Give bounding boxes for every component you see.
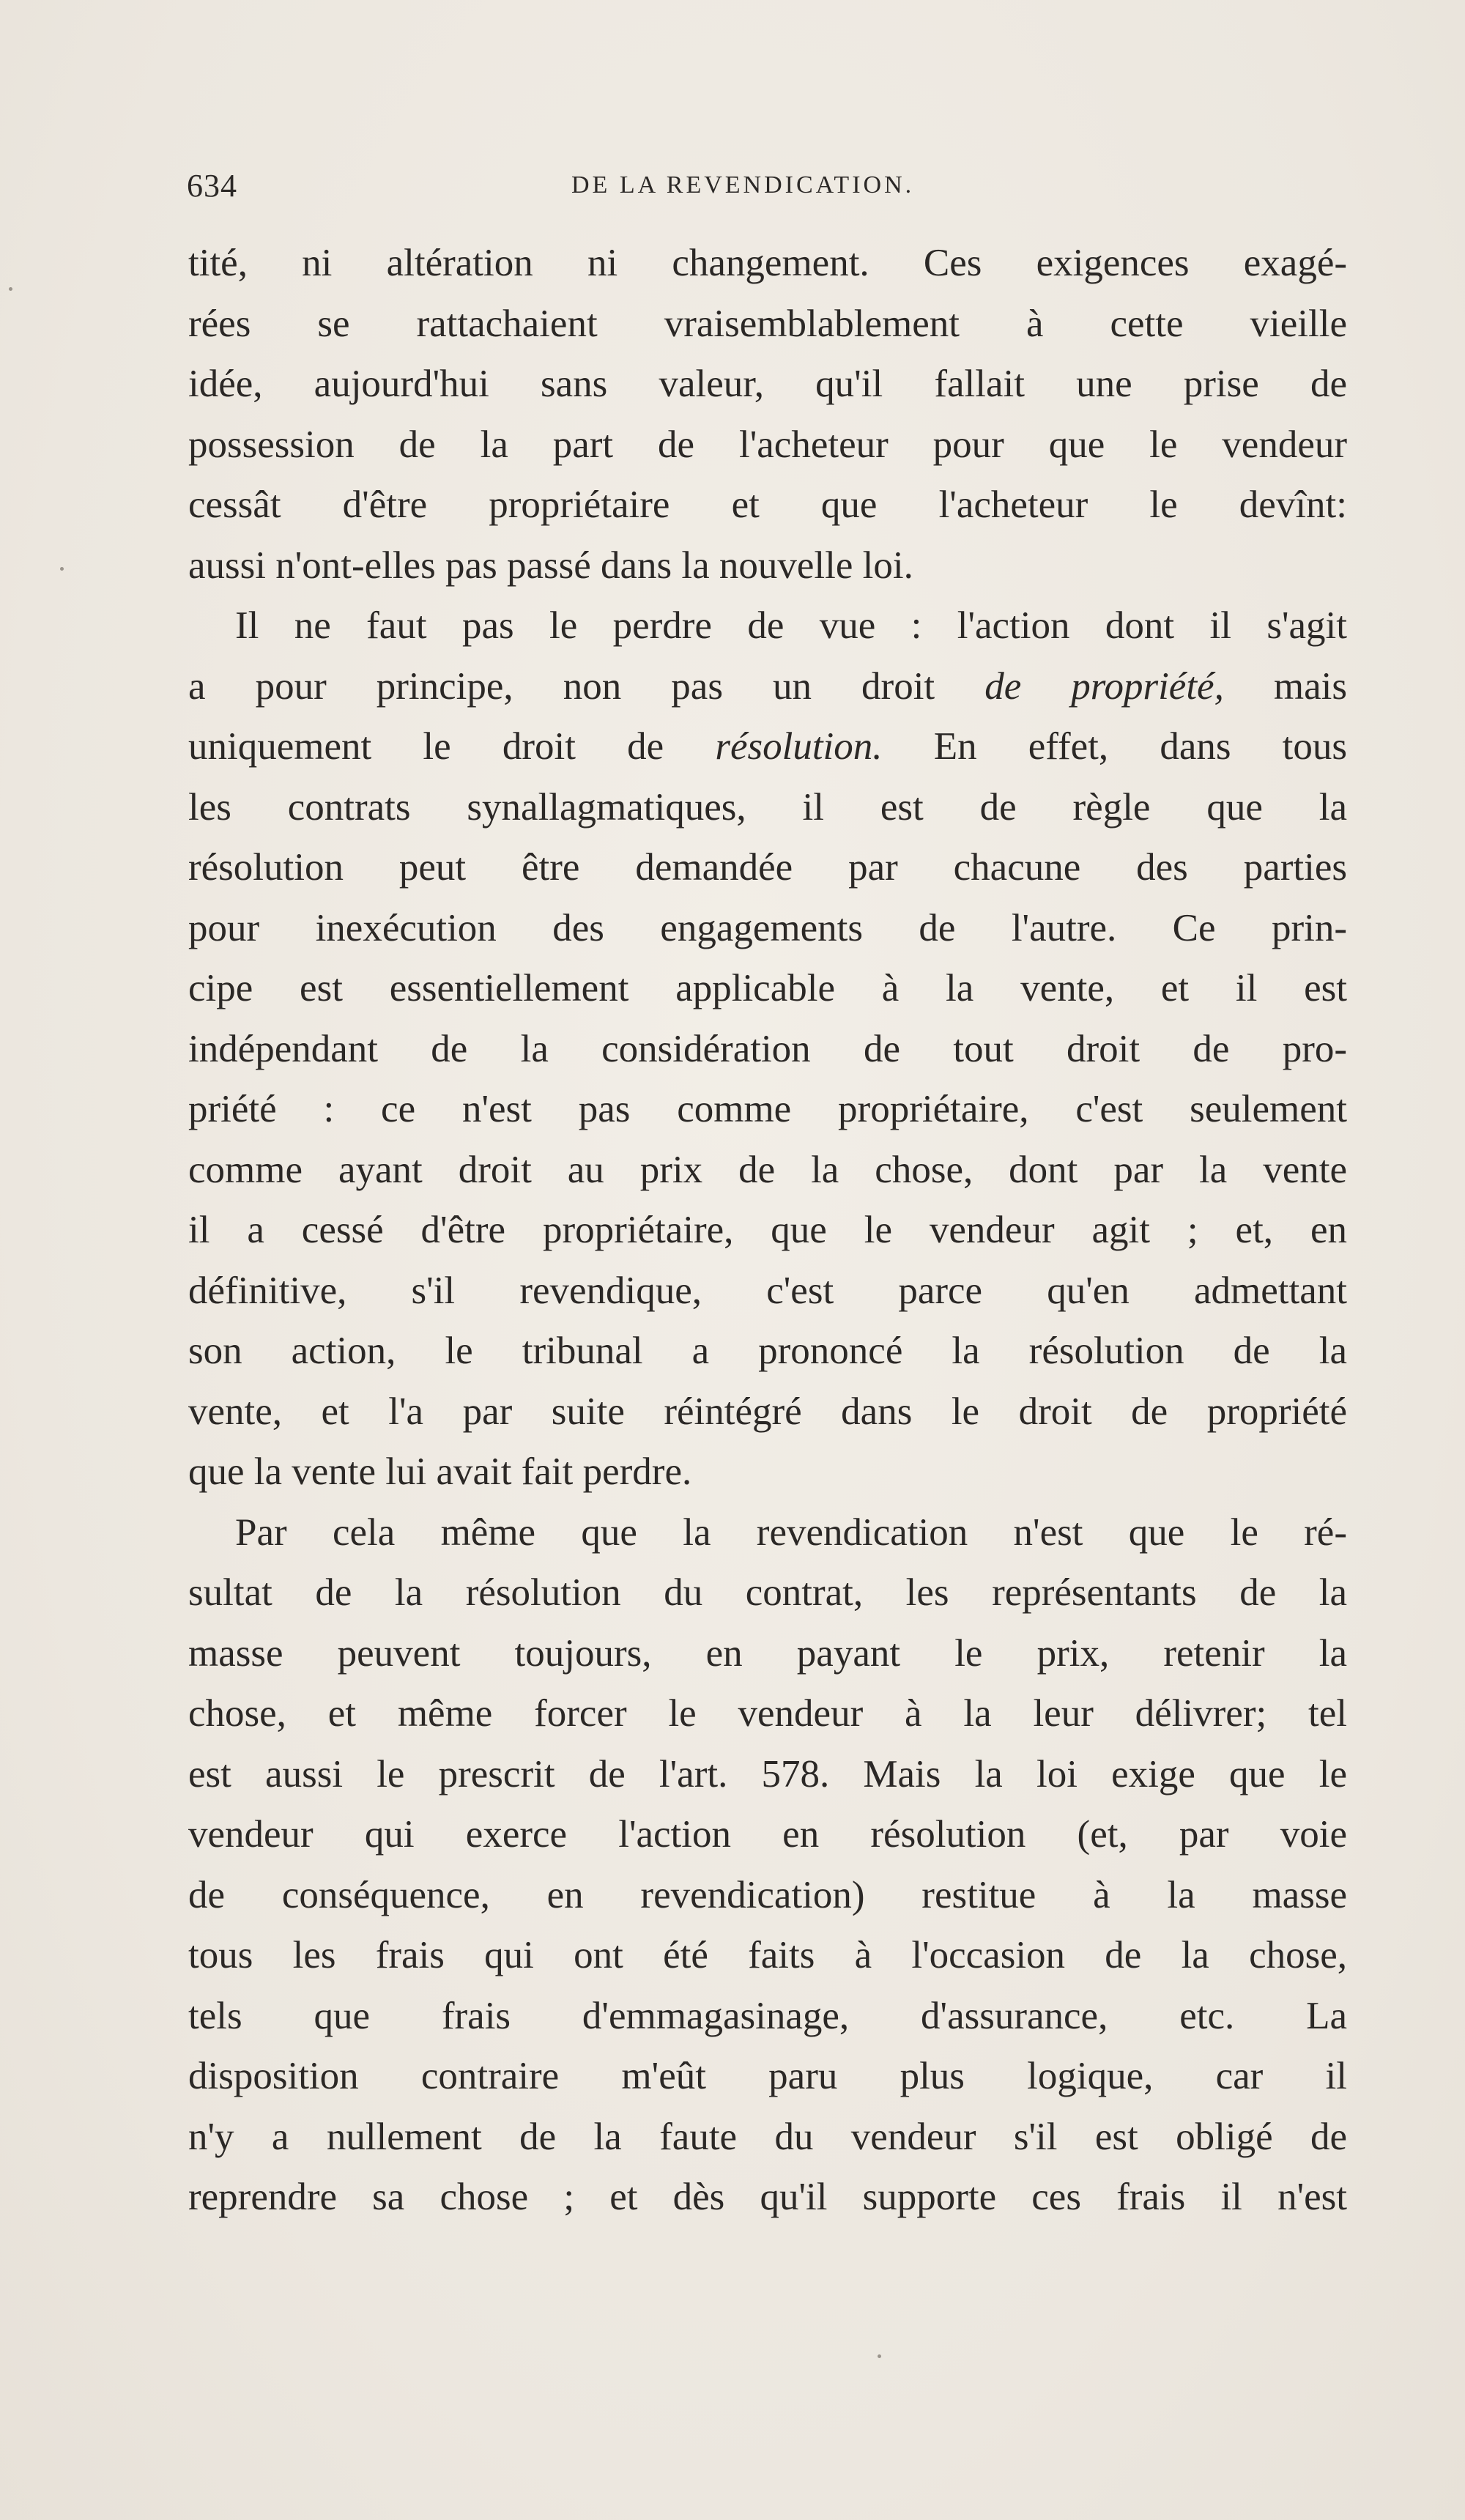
- text-line: reprendre sa chose ; et dès qu'il supporte ces frais il n'est: [188, 2176, 1347, 2218]
- text-line: que la vente lui avait fait perdre.: [188, 1450, 692, 1493]
- text-line: comme ayant droit au prix de la chose, dont par la vente: [188, 1148, 1347, 1191]
- text-line: masse peuvent toujours, en payant le prix, retenir la: [188, 1631, 1347, 1675]
- text-line: cessât d'être propriétaire et que l'acheteur le devînt:: [188, 483, 1347, 526]
- text-line: n'y a nullement de la faute du vendeur s'il est obligé de: [188, 2115, 1347, 2158]
- page-number: 634: [187, 168, 237, 204]
- text-line: de conséquence, en revendication) restitue à la masse: [188, 1873, 1347, 1916]
- text-line: vendeur qui exerce l'action en résolution (et, par voie: [188, 1813, 1347, 1856]
- text-line: [188, 716, 1347, 777]
- text-line: pour inexécution des engagements de l'autre. Ce prin-: [188, 906, 1347, 949]
- text-line: définitive, s'il revendique, c'est parce qu'en admettant: [188, 1269, 1347, 1312]
- text-line: disposition contraire m'eût paru plus logique, car il: [188, 2055, 1347, 2097]
- text-line: [188, 656, 1347, 717]
- text-line: chose, et même forcer le vendeur à la leur délivrer; tel: [188, 1692, 1347, 1735]
- paper-speck: [60, 567, 64, 571]
- text-line: aussi n'ont-elles pas passé dans la nouvelle loi.: [188, 544, 913, 587]
- paper-speck: [878, 2354, 881, 2358]
- text-line: tité, ni altération ni changement. Ces exigences exagé-: [188, 242, 1347, 284]
- text-line: vente, et l'a par suite réintégré dans le droit de propriété: [188, 1390, 1347, 1433]
- italic-term: résolution.: [715, 725, 883, 768]
- text-line: Il ne faut pas le perdre de vue : l'action dont il s'agit: [235, 604, 1347, 647]
- text-line: tels que frais d'emmagasinage, d'assurance, etc. La: [188, 1994, 1347, 2037]
- text-span: a pour principe, non pas un droit: [188, 664, 935, 708]
- text-line: Par cela même que la revendication n'est que le ré-: [235, 1511, 1347, 1554]
- text-line: priété : ce n'est pas comme propriétaire, c'est seulement: [188, 1088, 1347, 1130]
- running-head: [187, 167, 978, 211]
- text-line: est aussi le prescrit de l'art. 578. Mais la loi exige que le: [188, 1752, 1347, 1796]
- text-span: uniquement le droit de: [188, 725, 664, 768]
- text-span: En effet, dans tous: [933, 725, 1347, 768]
- body-text: [188, 233, 1347, 2228]
- running-title: DE LA REVENDICATION.: [571, 171, 915, 199]
- text-line: sultat de la résolution du contrat, les représentants de la: [188, 1571, 1347, 1614]
- text-line: rées se rattachaient vraisemblablement à cette vieille: [188, 302, 1347, 345]
- text-line: indépendant de la considération de tout droit de pro-: [188, 1027, 1347, 1070]
- text-line: tous les frais qui ont été faits à l'occasion de la chose,: [188, 1934, 1347, 1976]
- text-line: résolution peut être demandée par chacune des parties: [188, 846, 1347, 889]
- text-line: il a cessé d'être propriétaire, que le vendeur agit ; et, en: [188, 1209, 1347, 1251]
- text-line: cipe est essentiellement applicable à la vente, et il est: [188, 967, 1347, 1009]
- text-line: les contrats synallagmatiques, il est de règle que la: [188, 785, 1347, 829]
- italic-term: de propriété,: [984, 664, 1224, 708]
- paper-speck: [9, 287, 12, 291]
- text-line: possession de la part de l'acheteur pour que le vendeur: [188, 423, 1347, 466]
- text-line: son action, le tribunal a prononcé la résolution de la: [188, 1330, 1347, 1372]
- text-span: mais: [1273, 664, 1348, 708]
- text-line: idée, aujourd'hui sans valeur, qu'il fallait une prise de: [188, 363, 1347, 405]
